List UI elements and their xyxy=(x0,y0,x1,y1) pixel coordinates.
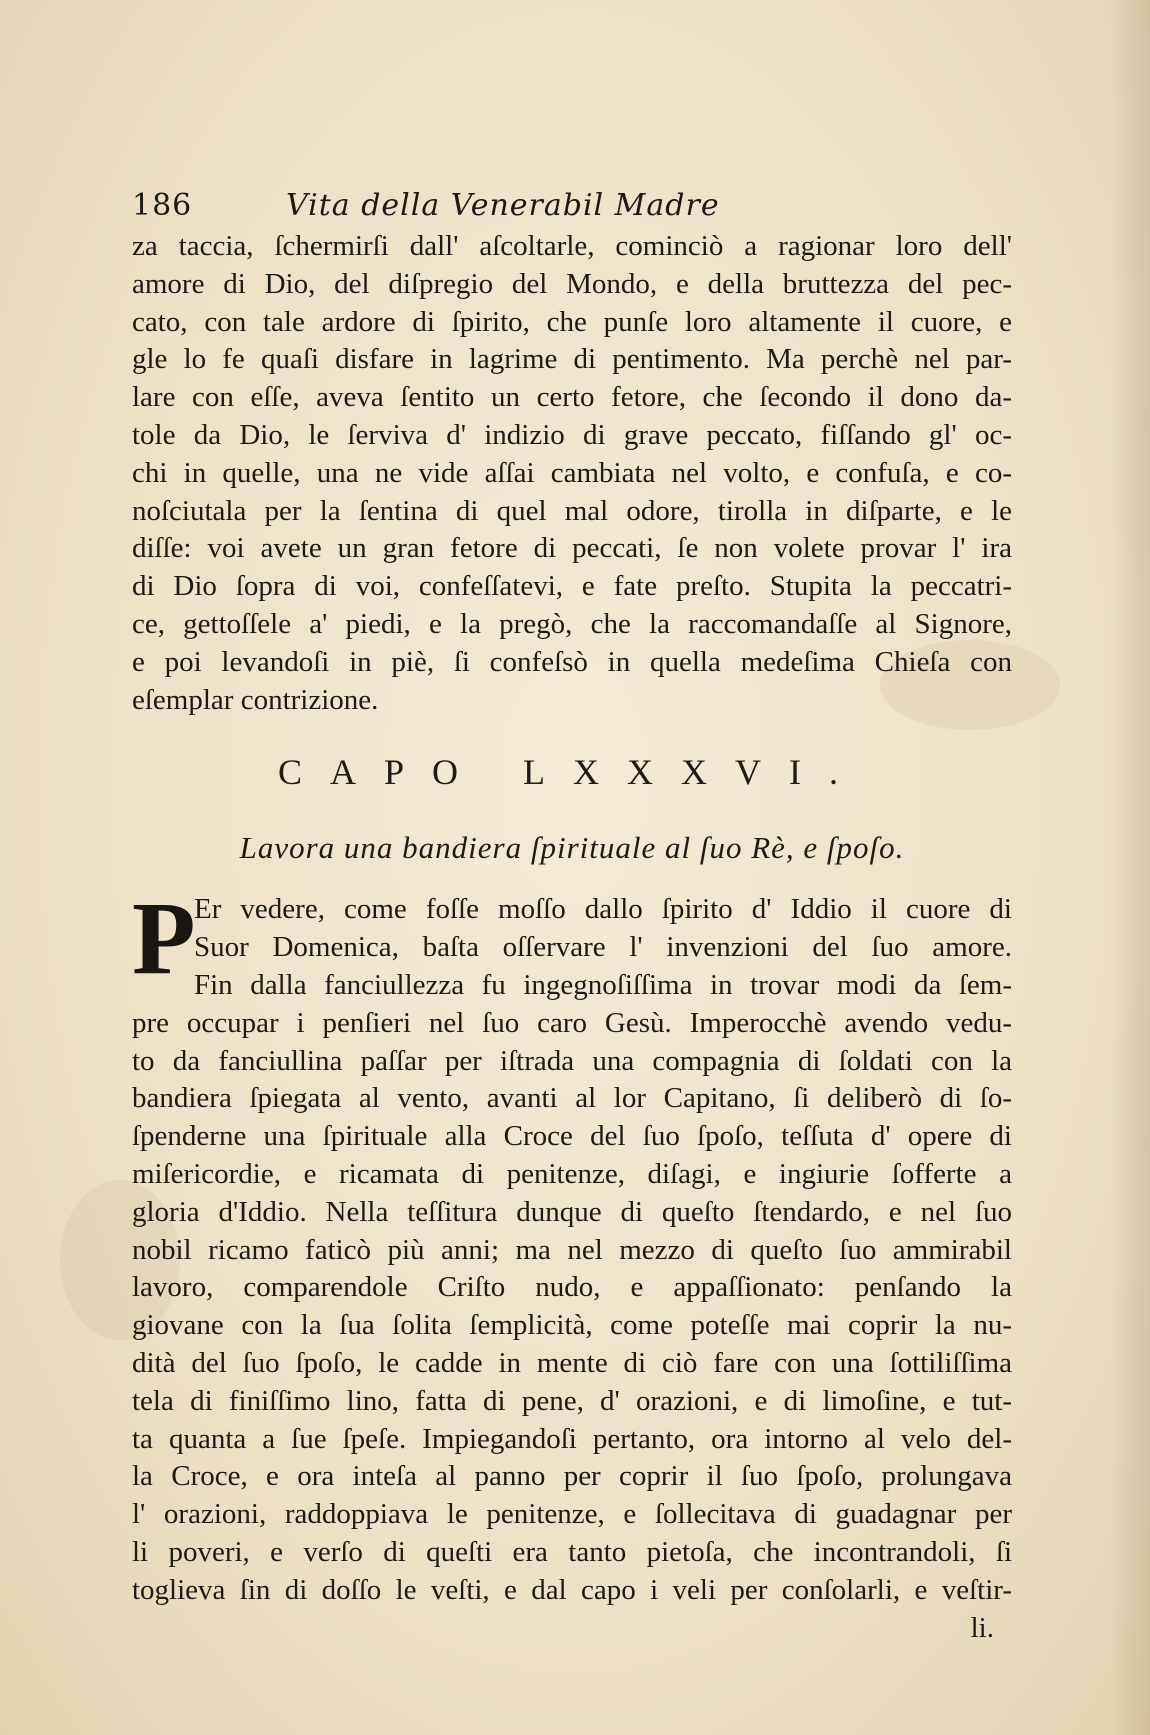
text-line: eſemplar contrizione. xyxy=(132,683,379,716)
text-line: chi in quelle, una ne vide aſſai cambiata nel volto, e confuſa, e co- xyxy=(132,456,1012,489)
text-line: ſpenderne una ſpirituale alla Croce del ſuo ſpoſo, teſſuta d' opere di xyxy=(132,1120,1012,1153)
text-line: cato, con tale ardore di ſpirito, che punſe loro altamente il cuore, e xyxy=(132,305,1012,338)
text-line: bandiera ſpiegata al vento, avanti al lor Capitano, ſi deliberò di ſo- xyxy=(132,1082,1012,1115)
text-line: Er vedere, come foſſe moſſo dallo ſpirito d' Iddio il cuore di xyxy=(194,893,1012,926)
text-line: Fin dalla fanciullezza fu ingegnoſiſſima in trovar modi da ſem- xyxy=(194,968,1012,1001)
text-line: e poi levandoſi in piè, ſi confeſsò in quella medeſima Chieſa con xyxy=(132,645,1012,678)
text-line: gle lo fe quaſi disfare in lagrime di pentimento. Ma perchè nel par- xyxy=(132,343,1012,376)
text-line: tole da Dio, le ſerviva d' indizio di grave peccato, fiſſando gl' oc- xyxy=(132,418,1012,451)
paragraph-1 xyxy=(132,228,1012,719)
text-line: noſciutala per la ſentina di quel mal odore, tirolla in diſparte, e le xyxy=(132,494,1012,527)
running-title: Vita della Venerabil Madre xyxy=(286,188,720,223)
text-line: nobil ricamo faticò più anni; ma nel mezzo di queſto ſuo ammirabil xyxy=(132,1233,1012,1266)
text-line: miſericordie, e ricamata di penitenze, diſagi, e ingiurie ſofferte a xyxy=(132,1157,1012,1190)
text-line: lavoro, comparendole Criſto nudo, e appaſſionato: penſando la xyxy=(132,1271,1012,1304)
text-line: giovane con la ſua ſolita ſemplicità, come poteſſe mai coprir la nu- xyxy=(132,1309,1012,1342)
text-line: diſſe: voi avete un gran fetore di peccati, ſe non volete provar l' ira xyxy=(132,532,1012,565)
text-line: ce, gettoſſele a' piedi, e la pregò, che la raccomandaſſe al Signore, xyxy=(132,607,1012,640)
catchword: li. xyxy=(970,1611,994,1644)
text-line: lare con eſſe, aveva ſentito un certo fetore, che ſecondo il dono da- xyxy=(132,381,1012,414)
text-line: ta quanta a ſue ſpeſe. Impiegandoſi pertanto, ora intorno al velo del- xyxy=(132,1422,1012,1455)
text-line: la Croce, e ora inteſa al panno per coprir il ſuo ſpoſo, prolungava xyxy=(132,1460,1012,1493)
drop-cap: P xyxy=(132,881,196,997)
page-edge-shadow xyxy=(1110,0,1150,1735)
running-head xyxy=(132,188,1012,228)
text-line: gloria d'Iddio. Nella teſſitura dunque di queſto ſtendardo, e nel ſuo xyxy=(132,1195,1012,1228)
text-line: amore di Dio, del diſpregio del Mondo, e della bruttezza del pec- xyxy=(132,267,1012,300)
paragraph-2 xyxy=(132,881,1012,1647)
text-line: za taccia, ſchermirſi dall' aſcoltarle, cominciò a ragionar loro dell' xyxy=(132,230,1012,262)
drop-cap-box xyxy=(132,881,196,997)
text-line: li poveri, e verſo di queſti era tanto pietoſa, che incontrandoli, ſi xyxy=(132,1535,1012,1568)
text-line: dità del ſuo ſpoſo, le cadde in mente di ciò fare con una ſottiliſſima xyxy=(132,1346,1012,1379)
page-number: 186 xyxy=(132,188,193,223)
chapter-subtitle: Lavora una bandiera ſpirituale al ſuo Rè, e ſpoſo. xyxy=(239,830,905,866)
text-line: l' orazioni, raddoppiava le penitenze, e ſollecitava di guadagnar per xyxy=(132,1498,1012,1531)
text-line: tela di finiſſimo lino, fatta di pene, d' orazioni, e di limoſine, e tut- xyxy=(132,1384,1012,1417)
text-line: di Dio ſopra di voi, confeſſatevi, e fate preſto. Stupita la peccatri- xyxy=(132,570,1012,603)
text-block xyxy=(132,188,1012,1647)
text-line: toglieva ſin di doſſo le veſti, e dal capo i veli per conſolarli, e veſtir- xyxy=(132,1573,1012,1606)
text-line: to da fanciullina paſſar per iſtrada una compagnia di ſoldati con la xyxy=(132,1044,1012,1077)
text-line: Suor Domenica, baſta oſſervare l' invenzioni del ſuo amore. xyxy=(194,931,1012,964)
text-line: pre occupar i penſieri nel ſuo caro Gesù. Imperocchè avendo vedu- xyxy=(132,1006,1012,1039)
chapter-title: CAPO LXXXVI. xyxy=(278,752,866,793)
